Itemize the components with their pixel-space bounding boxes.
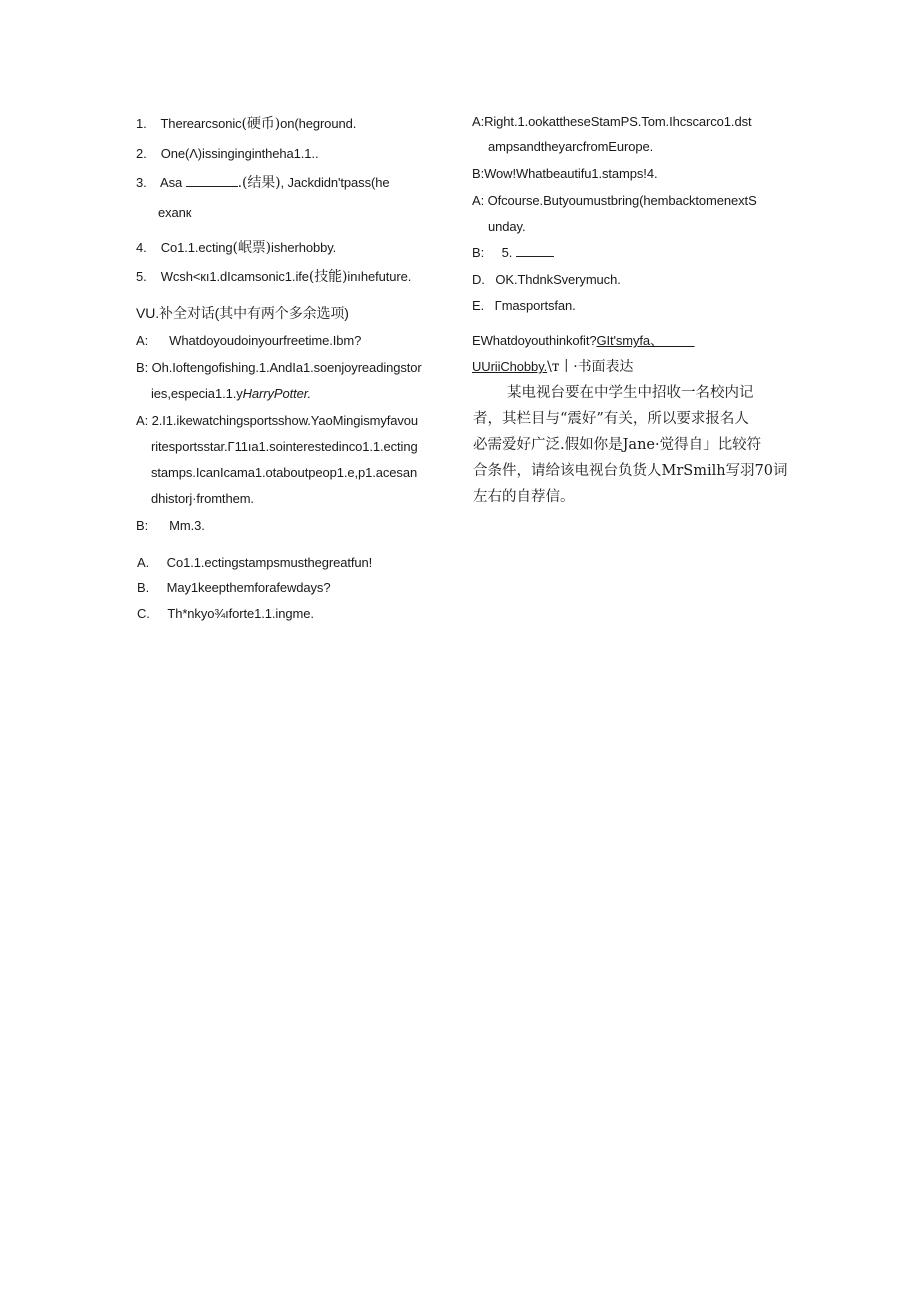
option-text: EWhatdoyouthinkofit? (472, 333, 597, 348)
chinese-hint: (技能) (308, 269, 348, 285)
item-1 (136, 115, 356, 133)
dialogue-line-a1 (136, 332, 361, 350)
speaker-label: A: (472, 114, 485, 129)
speaker-label: B: (472, 245, 485, 260)
dialogue-text: Ofcourse.Butyoumustbring(hembacktomenextS (487, 193, 757, 208)
item-text: Therearcsonic (160, 116, 242, 131)
answer-blank[interactable] (516, 244, 554, 257)
dialogue-line-a4 (472, 192, 757, 210)
dialogue-text: 2.I1.ikewatchingsportsshow.YaoMingismyfavou (151, 413, 419, 428)
dialogue-text: Right.1.ookattheseStamPS.Tom.Ihcscarco1.dst (484, 114, 752, 129)
item-text: Co1.1.ecting (160, 240, 233, 255)
speaker-label: A: (136, 333, 149, 348)
writing-task-line-4: 合条件，请给该电视台负货人MrSmilh写羽70词 (473, 463, 788, 479)
section-heading: \т丨·书面表达 (547, 359, 634, 375)
section-heading: VU.补全对话(其中有两个多余选项) (136, 305, 349, 321)
item-number: 3. (136, 175, 147, 190)
dialogue-line-b3 (472, 165, 657, 183)
item-text: Wcsh<кı1.dIcamsonic1.ife (160, 269, 309, 284)
item-2 (136, 145, 318, 163)
option-letter: C. (137, 606, 150, 621)
writing-task-line-1: 某电视台要在中学生中招收一名校内记 (507, 385, 754, 401)
item-text: Asa (160, 175, 183, 190)
chinese-hint: (硬币) (241, 116, 281, 132)
book-title: HarryPotter. (242, 386, 312, 401)
dialogue-text: Wow!Whatbeautifu1.stamps!4. (484, 166, 658, 181)
item-number: 5. (136, 269, 147, 284)
option-c (137, 605, 314, 623)
speaker-label: A: (136, 413, 149, 428)
option-letter: E. (472, 298, 485, 313)
dialogue-line-a2-cont1: ritesportsstar.Γ11ıa1.sointerestedinco1.1.ecting (151, 439, 418, 454)
item-text: on(heground. (280, 116, 357, 131)
option-text-underlined: GIt'smyfa、 (596, 333, 663, 348)
option-a (137, 554, 372, 572)
writing-task-line-5: 左右的自荐信。 (473, 489, 575, 505)
option-text: OK.ThdnkSverymuch. (495, 272, 621, 287)
option-text: May1keepthemforafewdays? (166, 580, 331, 595)
dialogue-line-a2-cont2: stamps.IcanIcama1.otaboutpeop1.e,p1.acesan (151, 465, 418, 480)
option-text: Co1.1.ectingstampsmusthegreatfun! (166, 555, 373, 570)
item-text: One(Λ)issingingintheha1.1.. (160, 146, 319, 161)
dialogue-line-a2 (136, 412, 418, 430)
writing-task-line-2: 者，其栏目与“震好”有关，所以要求报名人 (473, 411, 749, 427)
dialogue-text: Whatdoyoudoinyourfreetime.Ibm? (169, 333, 362, 348)
option-text: Th*nkyo¾ıforte1.1.ingme. (167, 606, 314, 621)
option-d (472, 271, 621, 289)
chinese-hint: (岷票) (232, 240, 272, 256)
option-text-underlined: UUriiChobby. (472, 359, 548, 374)
dialogue-line-b1 (136, 359, 422, 377)
item-number: 4. (136, 240, 147, 255)
dialogue-line-b1-cont (151, 385, 311, 403)
dialogue-text: 5. (501, 245, 513, 260)
speaker-label: B: (136, 518, 149, 533)
writing-task-line-3: 必需爱好广泛.假如你是Jane·觉得自」比较符 (473, 437, 762, 453)
dialogue-line-a3 (472, 113, 751, 131)
dialogue-text: ies,especia1.1.y (151, 386, 243, 401)
speaker-label: B: (472, 166, 485, 181)
item-4 (136, 239, 336, 257)
chinese-hint: .(结果) (237, 175, 281, 191)
item-text: isherhobby. (271, 240, 337, 255)
option-b (137, 579, 330, 597)
dialogue-line-b4 (472, 244, 554, 262)
section-8-line (472, 358, 633, 376)
item-number: 1. (136, 116, 147, 131)
option-extra-line (472, 332, 695, 350)
dialogue-line-b2 (136, 517, 205, 535)
item-number: 2. (136, 146, 147, 161)
option-e (472, 297, 576, 315)
option-text: Γmasportsfan. (494, 298, 576, 313)
option-letter: B. (137, 580, 150, 595)
option-letter: A. (137, 555, 150, 570)
answer-blank[interactable] (186, 174, 238, 187)
dialogue-line-a2-cont3: dhistorj·fromthem. (151, 491, 254, 506)
speaker-label: A: (472, 193, 485, 208)
dialogue-line-a3-cont: ampsandtheyarcfromEurope. (488, 139, 654, 154)
item-3 (136, 174, 389, 192)
item-text: , Jackdidn'tpass(he (280, 175, 390, 190)
dialogue-text: Oh.Ioftengofishing.1.AndIa1.soenjoyreadingstor (151, 360, 422, 375)
item-text: inıhefuture. (347, 269, 412, 284)
speaker-label: B: (136, 360, 149, 375)
option-letter: D. (472, 272, 485, 287)
dialogue-text: Mm.3. (169, 518, 205, 533)
item-5 (136, 268, 411, 286)
dialogue-line-a4-cont: unday. (488, 219, 526, 234)
item-3-continuation: exanк (158, 205, 192, 220)
